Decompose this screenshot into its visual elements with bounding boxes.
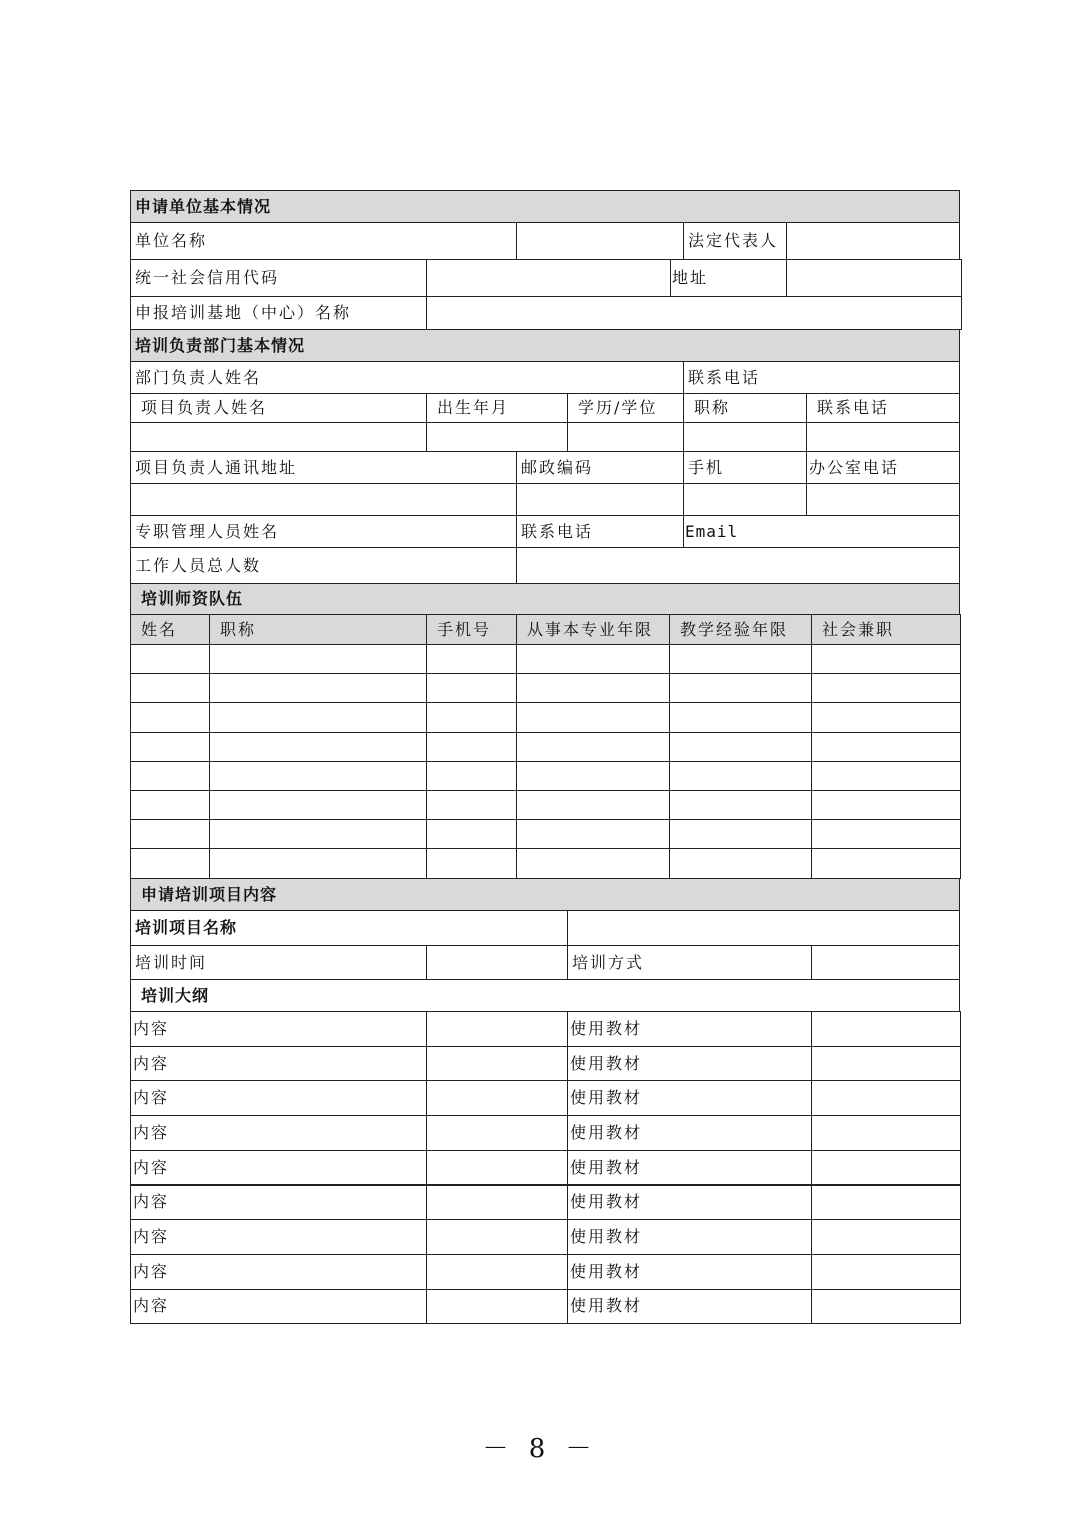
teacher-cell-name[interactable] [130,819,210,849]
teacher-cell-name[interactable] [130,702,210,732]
address-label: 地址 [670,259,787,297]
mobile-field[interactable] [683,483,807,516]
staff-count-label: 工作人员总人数 [130,547,517,584]
outline-content-label: 内容 [130,1046,427,1082]
teacher-cell-mobile[interactable] [426,702,517,732]
outline-content-field[interactable] [426,1219,568,1255]
credit-code-label: 统一社会信用代码 [130,259,427,297]
dept-contact-phone-label: 联系电话 [683,361,960,394]
teacher-cell-years-profession[interactable] [516,790,670,820]
outline-material-label: 使用教材 [567,1219,812,1255]
teacher-cell-social-post[interactable] [811,819,961,849]
training-time-label: 培训时间 [130,945,427,980]
teacher-cell-mobile[interactable] [426,790,517,820]
unit-name-field[interactable] [516,222,684,260]
teacher-cell-years-profession[interactable] [516,644,670,674]
postcode-label: 邮政编码 [516,451,684,484]
outline-content-label: 内容 [130,1219,427,1255]
mailing-address-field[interactable] [130,483,517,516]
outline-material-field[interactable] [811,1185,961,1221]
teacher-cell-years-profession[interactable] [516,732,670,762]
dept-head-name-label: 部门负责人姓名 [130,361,684,394]
outline-material-label: 使用教材 [567,1046,812,1082]
outline-content-field[interactable] [426,1046,568,1082]
teacher-cell-years-teaching[interactable] [669,790,812,820]
project-name-label: 培训项目名称 [130,910,568,946]
outline-content-field[interactable] [426,1115,568,1151]
teacher-cell-years-teaching[interactable] [669,761,812,791]
outline-content-field[interactable] [426,1150,568,1186]
page-number: － 8 － [482,1434,598,1464]
outline-material-field[interactable] [811,1150,961,1186]
teacher-cell-mobile[interactable] [426,673,517,703]
project-head-name-field[interactable] [130,422,427,452]
outline-content-label: 内容 [130,1254,427,1290]
teacher-cell-years-teaching[interactable] [669,819,812,849]
outline-material-label: 使用教材 [567,1289,812,1325]
teacher-cell-name[interactable] [130,848,210,878]
outline-content-label: 内容 [130,1289,427,1325]
project-name-field[interactable] [567,910,960,946]
outline-material-label: 使用教材 [567,1150,812,1186]
teacher-col-title: 职称 [209,614,427,645]
outline-material-label: 使用教材 [567,1011,812,1047]
teacher-col-social-post: 社会兼职 [811,614,961,645]
section-teachers-header: 培训师资队伍 [130,583,960,615]
outline-content-label: 内容 [130,1185,427,1221]
office-phone-label: 办公室电话 [806,451,960,484]
teacher-col-years-teaching: 教学经验年限 [669,614,812,645]
outline-content-label: 内容 [130,1011,427,1047]
education-field[interactable] [567,422,684,452]
outline-content-field[interactable] [426,1185,568,1221]
section-applicant-header: 申请单位基本情况 [130,190,960,223]
teacher-cell-title[interactable] [209,732,427,762]
outline-content-field[interactable] [426,1289,568,1325]
teacher-cell-name[interactable] [130,732,210,762]
base-name-field[interactable] [426,296,962,330]
section-department-header: 培训负责部门基本情况 [130,329,960,362]
project-phone-field[interactable] [806,422,960,452]
outline-material-label: 使用教材 [567,1254,812,1290]
teacher-cell-title[interactable] [209,644,427,674]
outline-material-field[interactable] [811,1289,961,1325]
teacher-cell-years-profession[interactable] [516,673,670,703]
teacher-cell-title[interactable] [209,790,427,820]
job-title-field[interactable] [683,422,807,452]
teacher-cell-social-post[interactable] [811,790,961,820]
postcode-field[interactable] [516,483,684,516]
teacher-cell-mobile[interactable] [426,761,517,791]
teacher-cell-name[interactable] [130,790,210,820]
teacher-col-mobile: 手机号 [426,614,517,645]
address-field[interactable] [786,259,962,297]
teacher-col-name: 姓名 [130,614,210,645]
project-head-name-label: 项目负责人姓名 [130,393,427,423]
teacher-cell-social-post[interactable] [811,644,961,674]
birth-field[interactable] [426,422,568,452]
section-project-header: 申请培训项目内容 [130,878,960,911]
teacher-cell-name[interactable] [130,673,210,703]
unit-name-label: 单位名称 [130,222,517,260]
teacher-cell-name[interactable] [130,644,210,674]
teacher-cell-years-teaching[interactable] [669,732,812,762]
outline-material-label: 使用教材 [567,1080,812,1116]
outline-content-field[interactable] [426,1080,568,1116]
teacher-cell-years-teaching[interactable] [669,673,812,703]
outline-content-label: 内容 [130,1080,427,1116]
education-label: 学历/学位 [567,393,684,423]
teacher-cell-title[interactable] [209,848,427,878]
teacher-cell-social-post[interactable] [811,848,961,878]
outline-label: 培训大纲 [130,979,960,1012]
training-time-field[interactable] [426,945,568,980]
teacher-cell-title[interactable] [209,819,427,849]
outline-material-label: 使用教材 [567,1185,812,1221]
teacher-cell-title[interactable] [209,761,427,791]
manager-name-label: 专职管理人员姓名 [130,515,517,548]
outline-content-field[interactable] [426,1254,568,1290]
staff-count-field[interactable] [516,547,960,584]
teacher-cell-mobile[interactable] [426,819,517,849]
teacher-cell-name[interactable] [130,761,210,791]
outline-content-label: 内容 [130,1150,427,1186]
training-mode-field[interactable] [811,945,960,980]
teacher-cell-mobile[interactable] [426,732,517,762]
teacher-cell-title[interactable] [209,702,427,732]
teacher-col-years-profession: 从事本专业年限 [516,614,670,645]
outline-material-label: 使用教材 [567,1115,812,1151]
teacher-cell-years-profession[interactable] [516,761,670,791]
legal-rep-field[interactable] [786,222,960,260]
teacher-cell-social-post[interactable] [811,732,961,762]
job-title-label: 职称 [683,393,807,423]
teacher-cell-years-profession[interactable] [516,702,670,732]
manager-phone-label: 联系电话 [516,515,684,548]
teacher-cell-years-profession[interactable] [516,848,670,878]
outline-content-field[interactable] [426,1011,568,1047]
outline-material-field[interactable] [811,1080,961,1116]
outline-material-field[interactable] [811,1011,961,1047]
training-mode-label: 培训方式 [567,945,812,980]
outline-content-label: 内容 [130,1115,427,1151]
teacher-cell-years-teaching[interactable] [669,702,812,732]
teacher-cell-title[interactable] [209,673,427,703]
teacher-cell-years-teaching[interactable] [669,848,812,878]
teacher-cell-social-post[interactable] [811,673,961,703]
teacher-cell-years-teaching[interactable] [669,644,812,674]
base-name-label: 申报培训基地（中心）名称 [130,296,427,330]
mailing-address-label: 项目负责人通讯地址 [130,451,517,484]
outline-material-field[interactable] [811,1115,961,1151]
outline-material-field[interactable] [811,1046,961,1082]
project-phone-label: 联系电话 [806,393,960,423]
teacher-cell-mobile[interactable] [426,644,517,674]
teacher-cell-years-profession[interactable] [516,819,670,849]
teacher-cell-social-post[interactable] [811,702,961,732]
birth-label: 出生年月 [426,393,568,423]
outline-material-field[interactable] [811,1219,961,1255]
mobile-label: 手机 [683,451,807,484]
teacher-cell-mobile[interactable] [426,848,517,878]
teacher-cell-social-post[interactable] [811,761,961,791]
legal-rep-label: 法定代表人 [683,222,787,260]
outline-material-field[interactable] [811,1254,961,1290]
office-phone-field[interactable] [806,483,960,516]
email-label: Email [683,515,960,548]
credit-code-field[interactable] [426,259,671,297]
